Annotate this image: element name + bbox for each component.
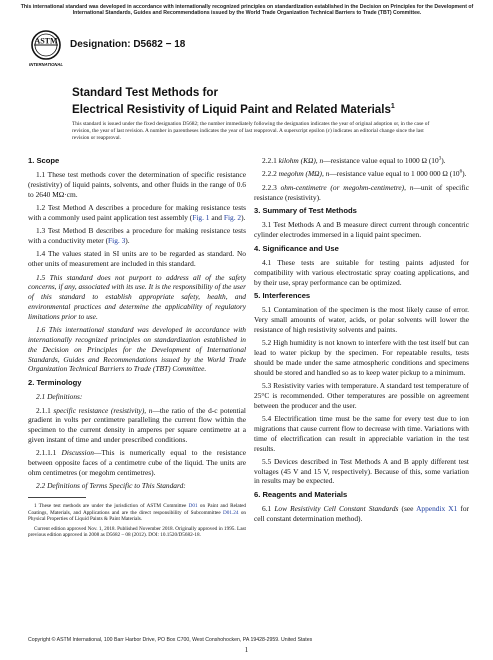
logo-text: ASTM	[34, 36, 58, 46]
footnote-divider	[28, 497, 86, 498]
logo-subtext: INTERNATIONAL	[29, 62, 63, 67]
title-line-2-text: Electrical Resistivity of Liquid Paint and Related Materials	[72, 102, 391, 116]
para-3-1: 3.1 Test Methods A and B measure direct current through concentric cylinder electrodes immersed in a liquid paint specimen.	[254, 220, 469, 240]
astm-logo-icon	[28, 29, 64, 69]
para-1-6: 1.6 This international standard was developed in accordance with internationally recognized principles on standardization established in the Decision on Principles for the Development of International Standards, Guides and Recommendations issued by the World Trade Organization Technical Barriers to Trade (TBT) Committee.	[28, 325, 246, 374]
section-heading-summary: 3. Summary of Test Methods	[254, 206, 357, 216]
committee-d01-link[interactable]: D01	[188, 503, 198, 510]
tbt-notice: This international standard was developed in accordance with internationally recognized principles on standardization established in the Decision on Principles for the Development of International Standards, Guides and Recommendations issued by the World Trade Organization Technical Barriers to Trade (TBT) Committee.	[20, 4, 474, 17]
title-line-2	[72, 100, 472, 117]
subcommittee-d01-24-link[interactable]: D01.24	[223, 509, 239, 516]
para-1-5: 1.5 This standard does not purport to address all of the safety concerns, if any, associated with its use. It is the responsibility of the user of this standard to establish appropriate safety, health, and environmental practices and determine the applicability of regulatory limitations prior to use.	[28, 272, 246, 321]
standard-note: This standard is issued under the fixed designation D5682; the number immediately following the designation indicates the year of original adoption or, in the case of revision, the year of last revision. A number in parentheses indicates the year of last reapproval. A superscript epsilon (ε) indicates an editorial change since the last revision or reapproval.	[72, 121, 430, 142]
para-1-1: 1.1 These test methods cover the determination of specific resistance (resistivity) of liquid paints, solvents, and other fluids in the range of 0.6 to 2640 MΩ·cm.	[28, 170, 246, 199]
para-2-1-1-1: 2.1.1.1 Discussion—This is numerically equal to the resistance between opposite faces of a centimetre cube of the liquid. The units are ohm centimetres (or megohm centimetres).	[28, 448, 246, 477]
appendix-x1-link[interactable]: Appendix X1	[416, 504, 458, 514]
para-2-1-1: 2.1.1 specific resistance (resistivity), n—the ratio of the d-c potential gradient in volts per centimetre paralleling the current flow within the specimen to the current density in amperes per square centimetre at a given instant of time and under prescribed conditions.	[28, 405, 246, 444]
para-2-2: 2.2 Definitions of Terms Specific to This Standard:	[36, 481, 186, 491]
para-5-3: 5.3 Resistivity varies with temperature. A standard test temperature of 25°C is recommended. Other temperatures are possible on agreement between the producer and the user.	[254, 381, 469, 410]
left-column	[28, 156, 246, 542]
para-1-2: 1.2 Test Method A describes a procedure for making resistance tests with a commonly used paint application test assembly (Fig. 1 and Fig. 2).	[28, 202, 246, 222]
section-heading-scope: 1. Scope	[28, 156, 60, 165]
para-2-2-1: 2.2.1 kilohm (KΩ), n—resistance value equal to 1000 Ω $(10^3)$.	[262, 156, 446, 165]
para-5-1: 5.1 Contamination of the specimen is the most likely cause of error. Very small amounts of water, acids, or polar solvents will lower the resistance of high resistivity solvents and paints.	[254, 305, 469, 334]
para-5-2: 5.2 High humidity is not known to interfere with the test itself but can lead to water pickup by the specimen. For repeatable results, tests should be made under the same atmospheric conditions and specimens should be stored and handled so as to keep water pickup to a minimum.	[254, 338, 469, 377]
section-heading-significance: 4. Significance and Use	[254, 243, 339, 253]
para-6-1: 6.1 Low Resistivity Cell Constant Standards (see Appendix X1 for cell constant determination method).	[254, 504, 470, 524]
para-2-2-2: 2.2.2 megohm (MΩ), n—resistance value equal to 1 000 000 Ω $(10^6)$.	[262, 169, 467, 179]
section-heading-interferences: 5. Interferences	[254, 291, 311, 301]
fig-3-link[interactable]: Fig. 3	[108, 235, 126, 245]
para-5-5: 5.5 Devices described in Test Methods A and B apply different test voltages (45 V and 15 V, respectively). Because of this, some variation in results may be expected.	[254, 456, 469, 486]
document-title	[72, 86, 472, 117]
para-1-3: 1.3 Test Method B describes a procedure for making resistance tests with a conductivity meter (Fig. 3).	[28, 226, 246, 245]
para-2-2-3: 2.2.3 ohm-centimetre (or megohm-centimetre), n—unit of specific resistance (resistivity).	[254, 182, 469, 202]
section-heading-reagents: 6. Reagents and Materials	[254, 490, 348, 500]
para-1-4: 1.4 The values stated in SI units are to be regarded as standard. No other units of measurement are included in this standard.	[28, 249, 246, 269]
page-number: 1	[244, 646, 249, 654]
fig-2-link[interactable]: Fig. 2	[223, 212, 242, 222]
footnote-1: 1 These test methods are under the jurisdiction of ASTM Committee D01 on Paint and Related Coatings, Materials, and Applications and are the direct responsibility of Subcommittee D01.24 on Physical Properties of Liquid Paints & Paint Materials.	[28, 503, 247, 523]
copyright-notice: Copyright © ASTM International, 100 Barr Harbor Drive, PO Box C700, West Conshohocken, PA 19428-2959. United States	[28, 637, 313, 643]
para-4-1: 4.1 These tests are suitable for testing paints adjusted for compatibility with various electrostatic spray coating applications, and by their use, spray performance can be optimized.	[254, 257, 469, 287]
footnote-edition: Current edition approved Nov. 1, 2018. Published November 2018. Originally approved in 1995. Last previous edition approved in 2008 as D5682 – 08 (2012). DOI: 10.1520/D5682-18.	[28, 525, 246, 539]
para-5-4: 5.4 Electrification time must be the same for every test due to ion migrations that cause current flow to decrease with time. Variations with time of electrification can result in appreciable variation in the test results.	[254, 414, 469, 453]
title-footnote-mark: 1	[390, 103, 395, 110]
designation: Designation: D5682 − 18	[70, 39, 186, 50]
title-line-1: Standard Test Methods for	[72, 86, 219, 99]
right-column	[254, 156, 469, 527]
fig-1-link[interactable]: Fig. 1	[192, 212, 210, 222]
para-2-1: 2.1 Definitions:	[36, 392, 83, 402]
section-heading-terminology: 2. Terminology	[28, 378, 82, 388]
